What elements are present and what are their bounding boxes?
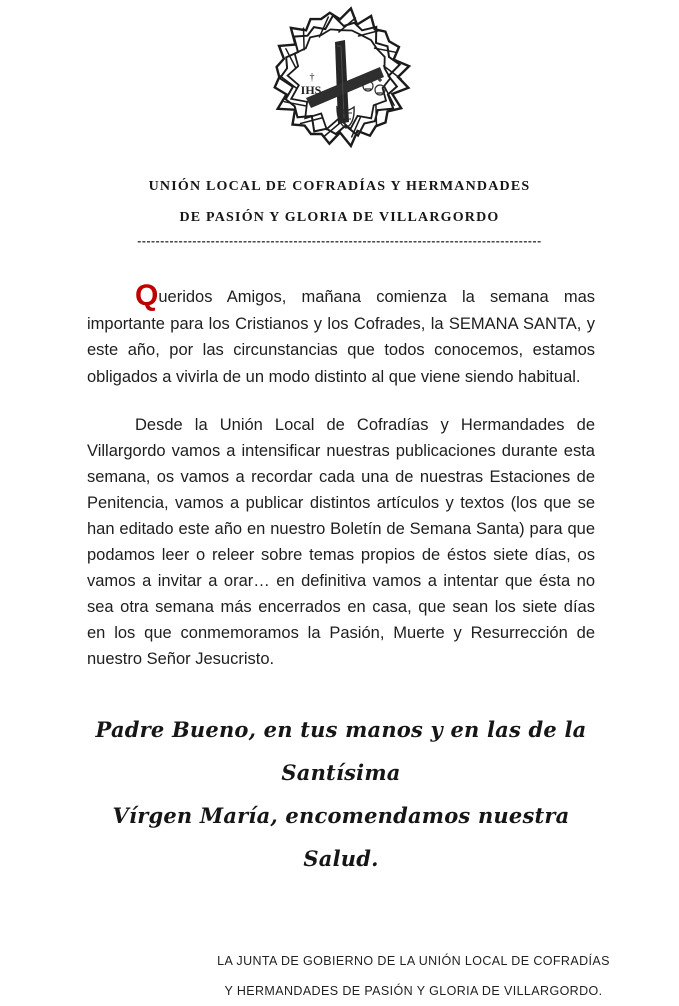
signature-line-1: LA JUNTA DE GOBIERNO DE LA UNIÓN LOCAL DE COFRADÍAS (217, 954, 610, 968)
signature-block (162, 946, 665, 1006)
paragraph-1-text: ueridos Amigos, mañana comienza la semana mas importante para los Cristianos y los Cofrades, la SEMANA SANTA, y este año, por las circunstancias que todos conocemos, estamos obligados a vivirla de un modo distinto al que viene siendo habitual. (87, 288, 595, 386)
document-title (0, 171, 679, 233)
prayer-line-1: Padre Bueno, en tus manos y en las de la Santísima (95, 717, 587, 785)
signature-line-2: Y HERMANDADES DE PASIÓN Y GLORIA DE VILLARGORDO. (224, 984, 603, 998)
paragraph-2: Desde la Unión Local de Cofradías y Hermandades de Villargordo vamos a intensificar nuestras publicaciones durante esta semana, os vamos a recordar cada una de nuestras Estaciones de Penitencia, vamos a publicar distintos artículos y textos (los que se han editado este año en nuestro Boletín de Semana Santa) para que podamos leer o releer sobre temas propios de éstos siete días, os vamos a invitar a orar… en definitiva vamos a intentar que ésta no sea otra semana más encerrados en casa, que sean los siete días en los que conmemoramos la Pasión, Muerte y Resurrección de nuestro Señor Jesucristo. (87, 416, 595, 668)
logo-container (0, 0, 679, 157)
prayer-line-2: Vírgen María, encomendamos nuestra Salud. (112, 803, 570, 871)
letter-body (0, 279, 679, 880)
prayer-text (87, 708, 595, 880)
title-line-2: DE PASIÓN Y GLORIA DE VILLARGORDO (179, 210, 500, 225)
title-line-1: UNIÓN LOCAL DE COFRADÍAS Y HERMANDADES (148, 179, 531, 194)
ihs-text: IHS (300, 83, 321, 97)
ihs-cross-mark: † (309, 72, 314, 83)
crown-of-thorns-cross-logo (256, 6, 424, 152)
ihs-monogram (300, 72, 321, 97)
drop-cap-q: Q (135, 279, 159, 312)
paragraph-1 (87, 279, 595, 390)
dashed-separator: ---------------------------------------------------------------------------------------- (137, 234, 542, 248)
